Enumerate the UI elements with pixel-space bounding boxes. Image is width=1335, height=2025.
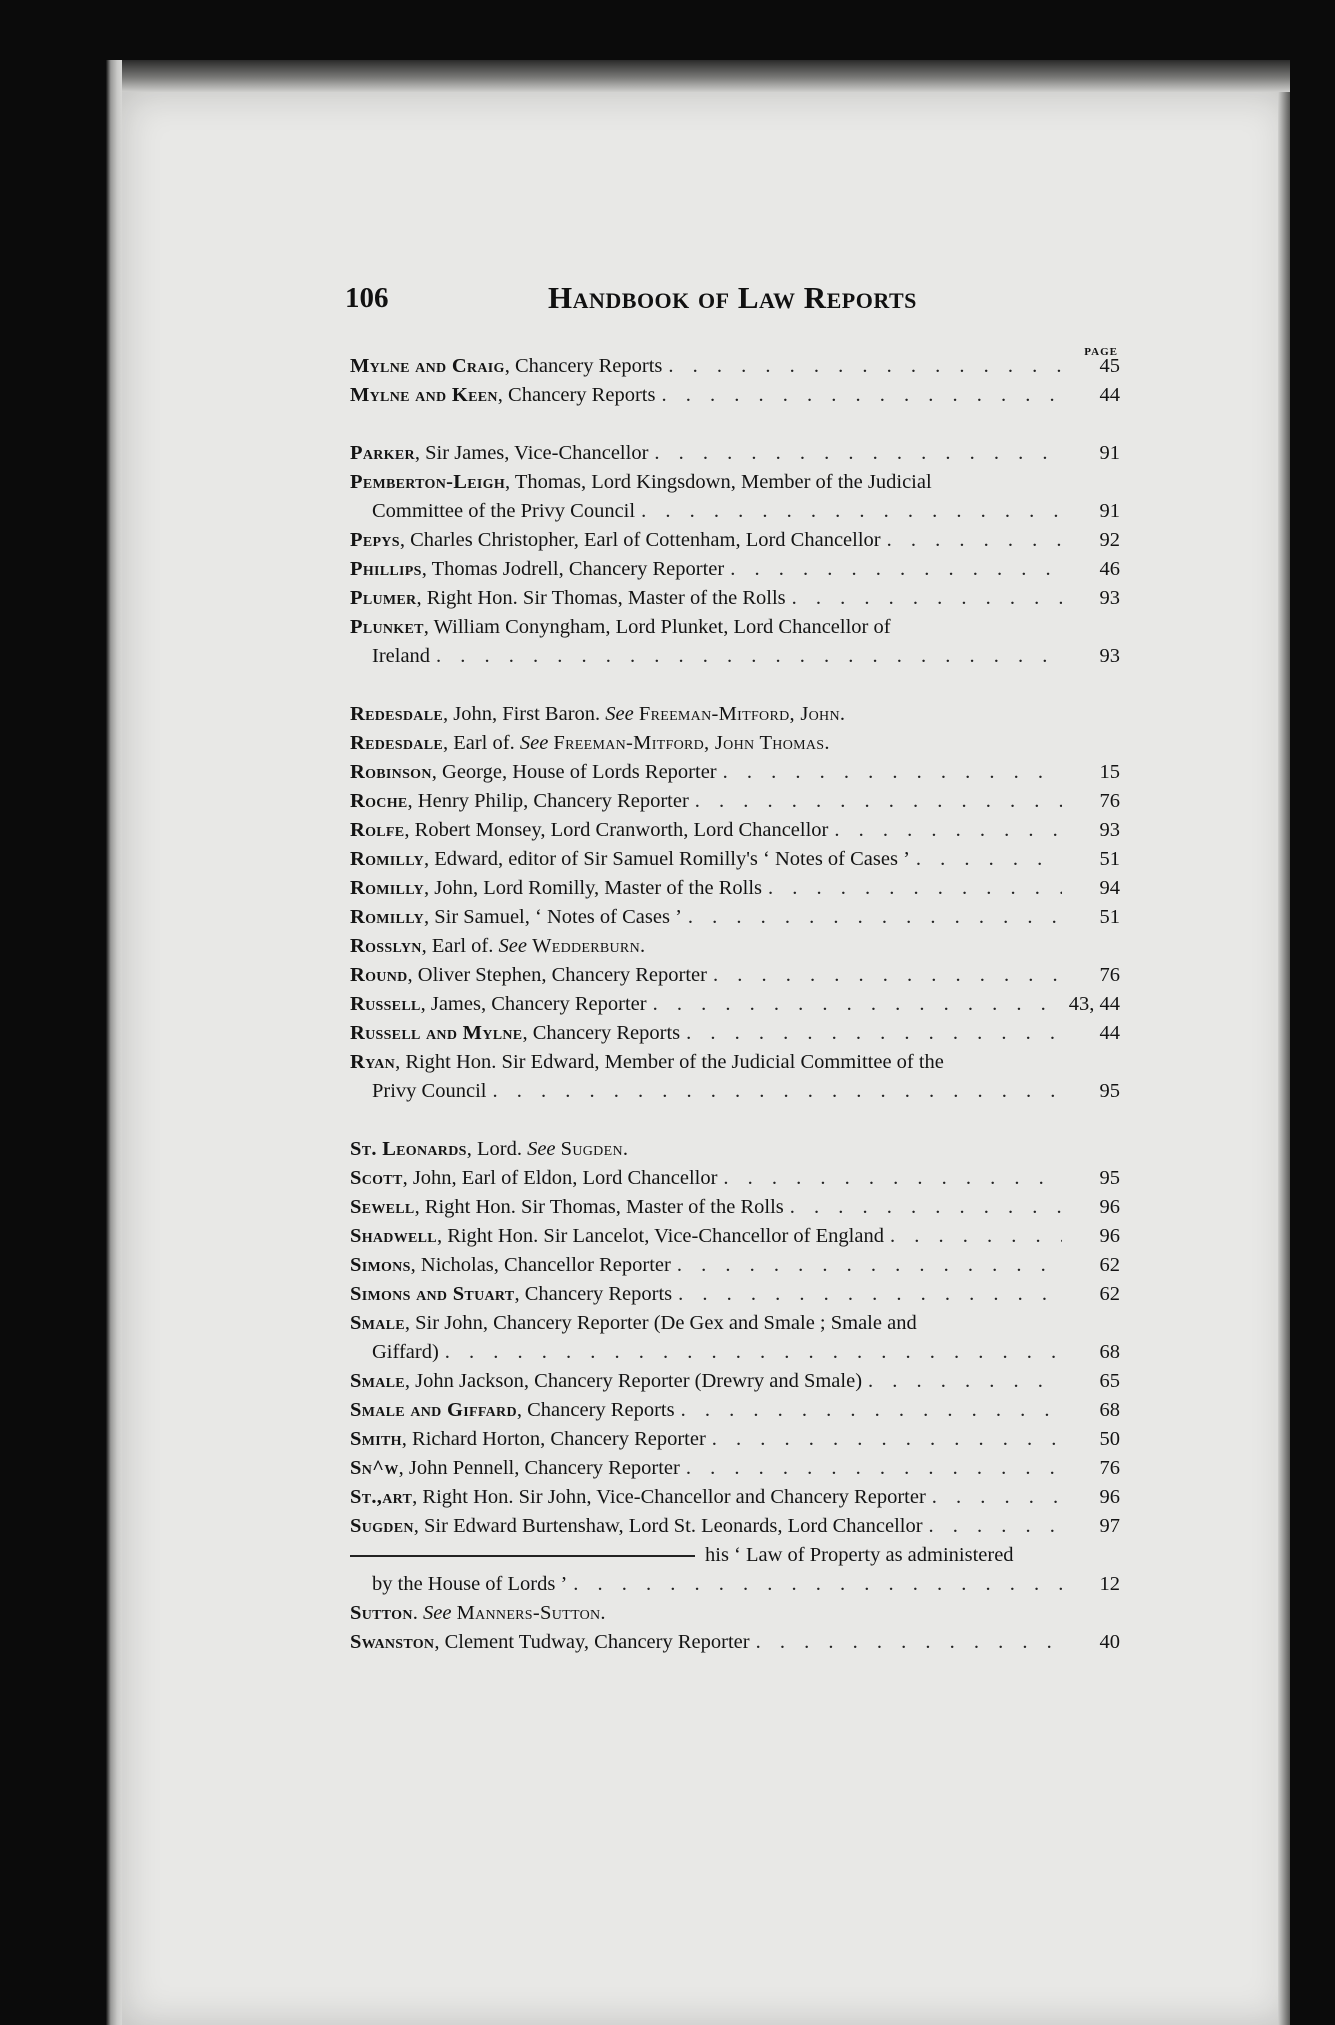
entry-description: . bbox=[412, 1602, 418, 1624]
entry-description: , George, House of Lords Reporter bbox=[431, 761, 717, 783]
entry-page-number: 76 bbox=[1099, 1457, 1120, 1479]
index-entry bbox=[350, 1309, 1120, 1338]
entry-description: , Henry Philip, Chancery Reporter bbox=[407, 790, 689, 812]
entry-surname: Redesdale bbox=[350, 732, 443, 754]
entry-text bbox=[350, 1164, 717, 1193]
index-entry bbox=[350, 1396, 1120, 1425]
index-entry-continuation bbox=[350, 1077, 1120, 1106]
index-entry bbox=[350, 439, 1120, 468]
dot-leader bbox=[768, 874, 1062, 903]
entry-surname: Sn^w bbox=[350, 1457, 399, 1479]
dot-leader bbox=[573, 1570, 1062, 1599]
entry-description: , Right Hon. Sir Thomas, Master of the Rolls bbox=[416, 587, 786, 609]
entry-page-number: 91 bbox=[1099, 500, 1120, 522]
dot-leader bbox=[713, 961, 1062, 990]
entry-surname: St.,art bbox=[350, 1486, 413, 1508]
entry-surname: Scott bbox=[350, 1167, 403, 1189]
entry-text bbox=[350, 1425, 706, 1454]
index-entry bbox=[350, 729, 1120, 758]
section-gap bbox=[350, 410, 1120, 439]
entry-description: , Clement Tudway, Chancery Reporter bbox=[434, 1631, 750, 1653]
entry-text bbox=[350, 1628, 750, 1657]
entry-surname: Sewell bbox=[350, 1196, 415, 1218]
entry-continuation-text: Ireland bbox=[372, 645, 431, 667]
entry-text bbox=[350, 874, 762, 903]
entry-page-number: 62 bbox=[1099, 1283, 1120, 1305]
entry-text bbox=[350, 1019, 680, 1048]
entry-text bbox=[350, 1048, 944, 1077]
entry-surname: Mylne and Craig bbox=[350, 355, 505, 377]
entry-description: , Chancery Reports bbox=[516, 1399, 675, 1421]
dot-leader bbox=[661, 381, 1062, 410]
entry-text bbox=[350, 439, 648, 468]
entry-page-number: 50 bbox=[1099, 1428, 1120, 1450]
dot-leader bbox=[723, 1164, 1062, 1193]
page-edge-left bbox=[106, 60, 122, 2025]
entry-description: , Right Hon. Sir John, Vice-Chancellor and Chancery Reporter bbox=[412, 1486, 926, 1508]
entry-surname: Smale bbox=[350, 1312, 405, 1334]
entry-text bbox=[350, 932, 645, 961]
index-entry bbox=[350, 1541, 1120, 1570]
dot-leader bbox=[756, 1628, 1062, 1657]
dot-leader bbox=[654, 439, 1062, 468]
entry-description: , John, First Baron. bbox=[442, 703, 601, 725]
entry-surname: Plunket bbox=[350, 616, 424, 638]
dot-leader bbox=[492, 1077, 1062, 1106]
index-entry bbox=[350, 1512, 1120, 1541]
dot-leader bbox=[445, 1338, 1062, 1367]
entry-page-number: 91 bbox=[1099, 442, 1120, 464]
cross-reference: Wedderburn. bbox=[532, 935, 646, 957]
dot-leader bbox=[868, 1367, 1062, 1396]
entry-description: , Chancery Reports bbox=[497, 384, 656, 406]
cross-reference: Freeman-Mitford, John. bbox=[638, 703, 846, 725]
entry-description: , Oliver Stephen, Chancery Reporter bbox=[407, 964, 707, 986]
entry-page-number: 40 bbox=[1099, 1631, 1120, 1653]
entry-description: , Charles Christopher, Earl of Cottenham, Lord Chancellor bbox=[399, 529, 881, 551]
entry-page-number: 97 bbox=[1099, 1515, 1120, 1537]
entry-surname: Rolfe bbox=[350, 819, 405, 841]
entry-text bbox=[350, 903, 682, 932]
index-entry-continuation bbox=[350, 497, 1120, 526]
entry-text bbox=[350, 1396, 675, 1425]
dot-leader bbox=[730, 555, 1062, 584]
entry-text bbox=[350, 1541, 1014, 1570]
dot-leader bbox=[677, 1251, 1062, 1280]
index-entry bbox=[350, 932, 1120, 961]
entry-text bbox=[350, 990, 647, 1019]
index-entry bbox=[350, 1367, 1120, 1396]
entry-description: , John, Earl of Eldon, Lord Chancellor bbox=[402, 1167, 718, 1189]
entry-surname: Phillips bbox=[350, 558, 422, 580]
dot-leader bbox=[688, 903, 1062, 932]
entry-surname: Round bbox=[350, 964, 408, 986]
index-entry bbox=[350, 1483, 1120, 1512]
entry-page-number: 43, 44 bbox=[1068, 993, 1120, 1015]
entry-description: his ‘ Law of Property as administered bbox=[705, 1544, 1014, 1566]
entry-surname: Smale and Giffard bbox=[350, 1399, 517, 1421]
index-entry bbox=[350, 845, 1120, 874]
cross-reference: Manners-Sutton. bbox=[456, 1602, 606, 1624]
entry-text bbox=[350, 787, 689, 816]
entry-description: , Thomas, Lord Kingsdown, Member of the Judicial bbox=[505, 471, 932, 493]
entry-surname: Plumer bbox=[350, 587, 417, 609]
index-entry bbox=[350, 961, 1120, 990]
index-entry bbox=[350, 1222, 1120, 1251]
entry-surname: Sutton bbox=[350, 1602, 413, 1624]
index-entry bbox=[350, 787, 1120, 816]
entry-surname: Sugden bbox=[350, 1515, 414, 1537]
see-reference-label: See bbox=[605, 703, 634, 725]
entry-page-number: 51 bbox=[1099, 906, 1120, 928]
entry-page-number: 45 bbox=[1099, 355, 1120, 377]
entry-description: , Thomas Jodrell, Chancery Reporter bbox=[421, 558, 725, 580]
entry-surname: Mylne and Keen bbox=[350, 384, 498, 406]
entry-continuation-text: Committee of the Privy Council bbox=[372, 500, 636, 522]
entry-surname: Simons bbox=[350, 1254, 411, 1276]
index-entry bbox=[350, 1193, 1120, 1222]
entry-description: , Sir Samuel, ‘ Notes of Cases ’ bbox=[423, 906, 682, 928]
entry-description: , James, Chancery Reporter bbox=[420, 993, 647, 1015]
entry-text bbox=[350, 729, 830, 758]
entry-surname: St. Leonards bbox=[350, 1138, 467, 1160]
dot-leader bbox=[686, 1454, 1062, 1483]
entry-page-number: 68 bbox=[1099, 1399, 1120, 1421]
index-entry bbox=[350, 1425, 1120, 1454]
dot-leader bbox=[668, 352, 1062, 381]
page-column-label: PAGE bbox=[1084, 346, 1118, 358]
section-gap bbox=[350, 671, 1120, 700]
entry-text bbox=[350, 700, 845, 729]
entry-description: , John, Lord Romilly, Master of the Rolls bbox=[423, 877, 763, 899]
index-entry bbox=[350, 381, 1120, 410]
entry-description: , Nicholas, Chancellor Reporter bbox=[410, 1254, 671, 1276]
entry-page-number: 68 bbox=[1099, 1341, 1120, 1363]
index-entry bbox=[350, 758, 1120, 787]
entry-page-number: 96 bbox=[1099, 1225, 1120, 1247]
entry-page-number: 65 bbox=[1099, 1370, 1120, 1392]
entry-text bbox=[350, 961, 707, 990]
entry-description: , Chancery Reports bbox=[504, 355, 663, 377]
index-list bbox=[350, 346, 1120, 1657]
dot-leader bbox=[723, 758, 1062, 787]
entry-text bbox=[350, 1309, 917, 1338]
entry-page-number: 15 bbox=[1099, 761, 1120, 783]
entry-description: , Right Hon. Sir Edward, Member of the Judicial Committee of the bbox=[395, 1051, 944, 1073]
dot-leader bbox=[890, 1222, 1062, 1251]
ditto-rule bbox=[350, 1555, 695, 1557]
index-entry bbox=[350, 613, 1120, 642]
index-entry bbox=[350, 1280, 1120, 1309]
entry-surname: Romilly bbox=[350, 848, 424, 870]
entry-description: , Sir Edward Burtenshaw, Lord St. Leonards, Lord Chancellor bbox=[413, 1515, 923, 1537]
entry-page-number: 44 bbox=[1099, 1022, 1120, 1044]
entry-surname: Smith bbox=[350, 1428, 402, 1450]
entry-text bbox=[350, 1251, 671, 1280]
dot-leader bbox=[887, 526, 1062, 555]
entry-page-number: 95 bbox=[1099, 1167, 1120, 1189]
entry-text bbox=[350, 468, 932, 497]
see-reference-label: See bbox=[527, 1138, 556, 1160]
entry-surname: Redesdale bbox=[350, 703, 443, 725]
entry-description: , William Conyngham, Lord Plunket, Lord Chancellor of bbox=[423, 616, 891, 638]
index-entry bbox=[350, 1164, 1120, 1193]
dot-leader bbox=[681, 1396, 1062, 1425]
page-edge-top bbox=[122, 60, 1290, 92]
entry-page-number: 62 bbox=[1099, 1254, 1120, 1276]
entry-page-number: 94 bbox=[1099, 877, 1120, 899]
book-title: Handbook of Law Reports bbox=[548, 280, 917, 315]
entry-text bbox=[350, 381, 655, 410]
entry-surname: Pemberton-Leigh bbox=[350, 471, 506, 493]
entry-surname: Ryan bbox=[350, 1051, 396, 1073]
entry-text bbox=[350, 845, 910, 874]
entry-text bbox=[350, 1367, 862, 1396]
entry-surname: Simons and Stuart bbox=[350, 1283, 515, 1305]
entry-page-number: 76 bbox=[1099, 790, 1120, 812]
index-entry bbox=[350, 1628, 1120, 1657]
index-entry bbox=[350, 1251, 1120, 1280]
entry-description: , Chancery Reports bbox=[514, 1283, 673, 1305]
entry-description: , Edward, editor of Sir Samuel Romilly's ‘ Notes of Cases ’ bbox=[423, 848, 910, 870]
entry-text bbox=[350, 1193, 784, 1222]
entry-page-number: 93 bbox=[1099, 819, 1120, 841]
entry-text bbox=[350, 555, 724, 584]
entry-surname: Romilly bbox=[350, 877, 424, 899]
index-entry bbox=[350, 352, 1120, 381]
entry-surname: Swanston bbox=[350, 1631, 435, 1653]
entry-page-number: 44 bbox=[1099, 384, 1120, 406]
index-entry bbox=[350, 1048, 1120, 1077]
entry-description: , Earl of. bbox=[442, 732, 515, 754]
entry-description: , John Jackson, Chancery Reporter (Drewry and Smale) bbox=[404, 1370, 863, 1392]
entry-description: , Right Hon. Sir Thomas, Master of the Rolls bbox=[414, 1196, 784, 1218]
page-number: 106 bbox=[345, 282, 389, 314]
see-reference-label: See bbox=[519, 732, 549, 754]
index-entry bbox=[350, 990, 1120, 1019]
index-entry bbox=[350, 874, 1120, 903]
dot-leader bbox=[792, 584, 1062, 613]
entry-continuation-text: Privy Council bbox=[372, 1080, 487, 1102]
entry-text bbox=[350, 816, 828, 845]
index-entry bbox=[350, 584, 1120, 613]
entry-surname: Russell bbox=[350, 993, 421, 1015]
entry-page-number: 46 bbox=[1099, 558, 1120, 580]
entry-description: , John Pennell, Chancery Reporter bbox=[398, 1457, 680, 1479]
entry-description: , Right Hon. Sir Lancelot, Vice-Chancellor of England bbox=[436, 1225, 884, 1247]
entry-page-number: 51 bbox=[1099, 848, 1120, 870]
index-entry bbox=[350, 1454, 1120, 1483]
entry-text bbox=[350, 352, 662, 381]
index-entry bbox=[350, 526, 1120, 555]
cross-reference: Sugden. bbox=[560, 1138, 629, 1160]
dot-leader bbox=[695, 787, 1062, 816]
entry-surname: Russell and Mylne bbox=[350, 1022, 523, 1044]
dot-leader bbox=[834, 816, 1062, 845]
entry-surname: Rosslyn bbox=[350, 935, 422, 957]
dot-leader bbox=[686, 1019, 1062, 1048]
dot-leader bbox=[929, 1512, 1062, 1541]
entry-text bbox=[350, 1599, 606, 1628]
entry-continuation-text: by the House of Lords ’ bbox=[372, 1573, 568, 1595]
entry-text bbox=[350, 1512, 923, 1541]
index-entry bbox=[350, 816, 1120, 845]
dot-leader bbox=[641, 497, 1062, 526]
dot-leader bbox=[916, 845, 1062, 874]
entry-text bbox=[350, 1280, 672, 1309]
index-entry bbox=[350, 468, 1120, 497]
see-reference-label: See bbox=[422, 1602, 452, 1624]
entry-surname: Roche bbox=[350, 790, 408, 812]
entry-page-number: 92 bbox=[1099, 529, 1120, 551]
index-entry bbox=[350, 903, 1120, 932]
entry-text bbox=[350, 1454, 680, 1483]
entry-surname: Romilly bbox=[350, 906, 424, 928]
entry-description: , Lord. bbox=[466, 1138, 522, 1160]
entry-text bbox=[350, 526, 881, 555]
entry-text bbox=[350, 1222, 884, 1251]
entry-description: , Earl of. bbox=[421, 935, 494, 957]
entry-description: , Chancery Reports bbox=[522, 1022, 681, 1044]
entry-surname: Parker bbox=[350, 442, 415, 464]
entry-description: , Sir James, Vice-Chancellor bbox=[414, 442, 649, 464]
entry-surname: Smale bbox=[350, 1370, 405, 1392]
index-entry-continuation bbox=[350, 642, 1120, 671]
dot-leader bbox=[653, 990, 1062, 1019]
index-entry-continuation bbox=[350, 1338, 1120, 1367]
page-edge-right bbox=[1278, 92, 1290, 2025]
entry-description: , Richard Horton, Chancery Reporter bbox=[401, 1428, 706, 1450]
entry-text bbox=[350, 1483, 926, 1512]
index-entry bbox=[350, 1135, 1120, 1164]
index-entry-continuation bbox=[350, 1570, 1120, 1599]
section-gap bbox=[350, 1106, 1120, 1135]
entry-page-number: 93 bbox=[1099, 587, 1120, 609]
entry-continuation-text: Giffard) bbox=[372, 1341, 439, 1363]
dot-leader bbox=[678, 1280, 1062, 1309]
entry-surname: Pepys bbox=[350, 529, 400, 551]
entry-page-number: 12 bbox=[1099, 1573, 1120, 1595]
index-entry bbox=[350, 1019, 1120, 1048]
index-entry bbox=[350, 555, 1120, 584]
dot-leader bbox=[932, 1483, 1062, 1512]
entry-text bbox=[350, 1135, 628, 1164]
entry-text bbox=[350, 584, 786, 613]
running-head bbox=[345, 282, 1115, 322]
entry-page-number: 95 bbox=[1099, 1080, 1120, 1102]
entry-page-number: 96 bbox=[1099, 1196, 1120, 1218]
index-entry bbox=[350, 1599, 1120, 1628]
cross-reference: Freeman-Mitford, John Thomas. bbox=[553, 732, 830, 754]
index-entry bbox=[350, 700, 1120, 729]
dot-leader bbox=[436, 642, 1062, 671]
entry-page-number: 93 bbox=[1099, 645, 1120, 667]
dot-leader bbox=[712, 1425, 1062, 1454]
dot-leader bbox=[790, 1193, 1062, 1222]
see-reference-label: See bbox=[498, 935, 527, 957]
entry-surname: Shadwell bbox=[350, 1225, 437, 1247]
entry-page-number: 96 bbox=[1099, 1486, 1120, 1508]
entry-page-number: 76 bbox=[1099, 964, 1120, 986]
entry-surname: Robinson bbox=[350, 761, 432, 783]
entry-text bbox=[350, 758, 717, 787]
entry-text bbox=[350, 613, 891, 642]
entry-description: , Robert Monsey, Lord Cranworth, Lord Chancellor bbox=[404, 819, 829, 841]
entry-description: , Sir John, Chancery Reporter (De Gex and Smale ; Smale and bbox=[404, 1312, 917, 1334]
